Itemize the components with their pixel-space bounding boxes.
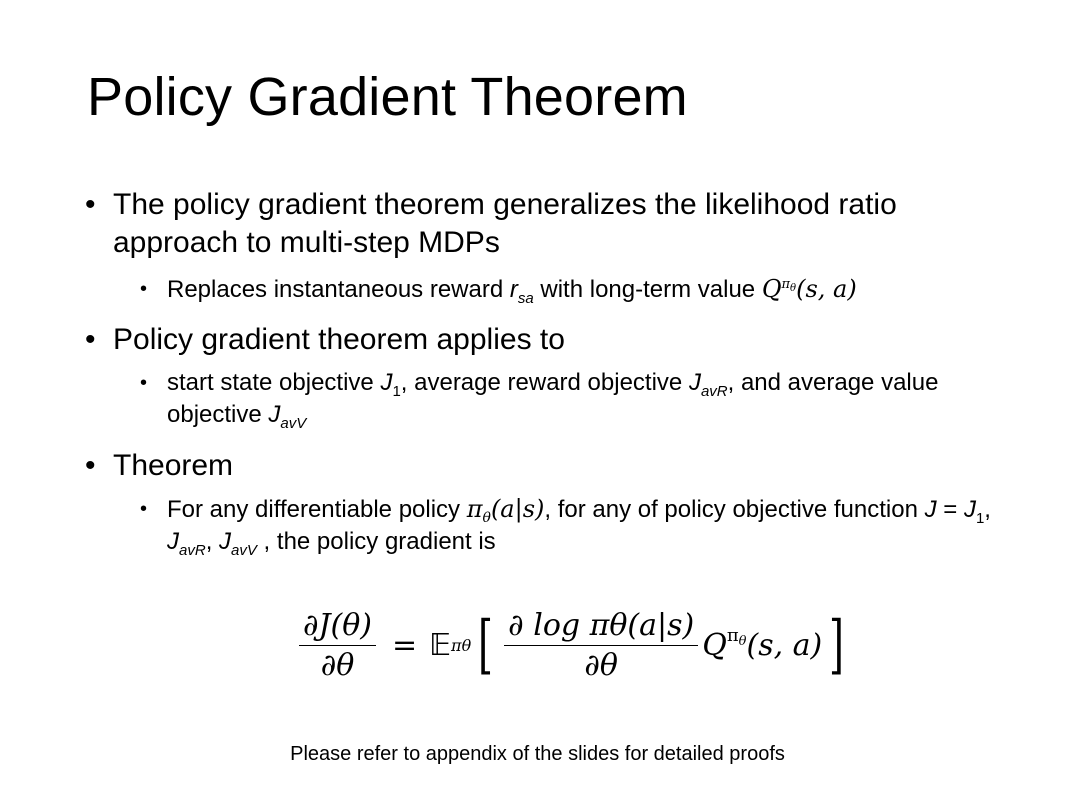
text-run: ,	[984, 496, 991, 523]
q-value-term	[702, 624, 823, 663]
q-value-expr	[762, 275, 857, 303]
q-sup: π	[781, 277, 791, 292]
lhs-denominator: ∂θ	[320, 647, 355, 683]
bullet-3-text: Theorem	[113, 449, 234, 482]
text-run: Replaces instantaneous reward	[167, 276, 510, 303]
bullet-2	[85, 321, 1005, 359]
j-var: J	[924, 496, 937, 523]
sub-bullet-dot: •	[140, 372, 148, 394]
slide-title: Policy Gradient Theorem	[87, 67, 688, 127]
reward-var: r	[509, 276, 518, 303]
bullet-1-sub-text	[167, 273, 1000, 306]
text-run: , for any of policy objective function	[544, 496, 925, 523]
q-args: (s, a)	[746, 627, 823, 663]
q-var: Q	[702, 627, 727, 663]
text-run: with long-term value	[533, 276, 762, 303]
j-var: J	[380, 369, 393, 396]
j-sub: avR	[179, 542, 206, 559]
q-var: Q	[761, 275, 782, 303]
text-run: , the policy gradient is	[256, 528, 496, 555]
bullet-dot: •	[85, 323, 96, 356]
left-bracket: [	[478, 608, 494, 682]
policy-expr	[466, 495, 545, 526]
j-var: J	[688, 369, 701, 396]
q-sup-sub: θ	[738, 633, 747, 649]
sub-bullet-dot: •	[140, 498, 148, 520]
bullet-2-sub	[140, 367, 1000, 431]
text-run: start state objective	[167, 369, 381, 396]
rhs-fraction	[504, 608, 698, 683]
expectation-symbol: 𝔼	[429, 627, 452, 663]
bullet-1-text: The policy gradient theorem generalizes the likelihood ratio approach to multi-step MDPs	[113, 188, 897, 259]
footnote: Please refer to appendix of the slides for detailed proofs	[290, 743, 785, 765]
q-sup: π	[726, 624, 739, 646]
text-run: , and average value objective	[167, 369, 939, 428]
policy-gradient-equation	[295, 600, 851, 690]
rhs-numerator: ∂ log πθ(a|s)	[504, 608, 698, 646]
pi-args: (a|s)	[490, 495, 545, 523]
bullet-2-text: Policy gradient theorem applies to	[113, 323, 565, 356]
q-sup-sub: θ	[790, 283, 797, 294]
bullet-1-sub	[140, 273, 1000, 306]
j-sub: 1	[975, 510, 985, 527]
bullet-3	[85, 447, 1005, 485]
q-args: (s, a)	[796, 275, 857, 303]
lhs-numerator: ∂J(θ)	[299, 608, 376, 646]
bullet-3-sub-text	[167, 493, 1000, 558]
j-var: J	[268, 401, 281, 428]
bullet-3-sub	[140, 493, 1000, 558]
equals-sign: =	[392, 627, 418, 663]
text-run: ,	[205, 528, 220, 555]
sub-bullet-dot: •	[140, 278, 148, 300]
pi-sub: θ	[482, 510, 491, 526]
j-sub: avR	[700, 383, 728, 400]
bullet-2-sub-text	[167, 367, 1000, 431]
text-run: , average reward objective	[400, 369, 689, 396]
bullet-dot: •	[85, 188, 96, 221]
reward-sub: sa	[517, 290, 534, 307]
text-run: For any differentiable policy	[167, 496, 467, 523]
j-var: J	[167, 528, 179, 555]
bullet-1	[85, 186, 1005, 262]
rhs-denominator: ∂θ	[584, 647, 618, 683]
j-var: J	[219, 528, 232, 555]
bullet-dot: •	[85, 449, 96, 482]
j-sub: avV	[231, 542, 257, 559]
text-run: =	[936, 496, 964, 523]
lhs-fraction	[299, 608, 376, 683]
j-sub: 1	[392, 383, 401, 400]
j-sub: avV	[280, 415, 307, 432]
j-var: J	[963, 496, 976, 523]
expectation-sub: πθ	[451, 635, 472, 655]
pi-var: π	[466, 495, 483, 523]
right-bracket: ]	[829, 608, 845, 682]
